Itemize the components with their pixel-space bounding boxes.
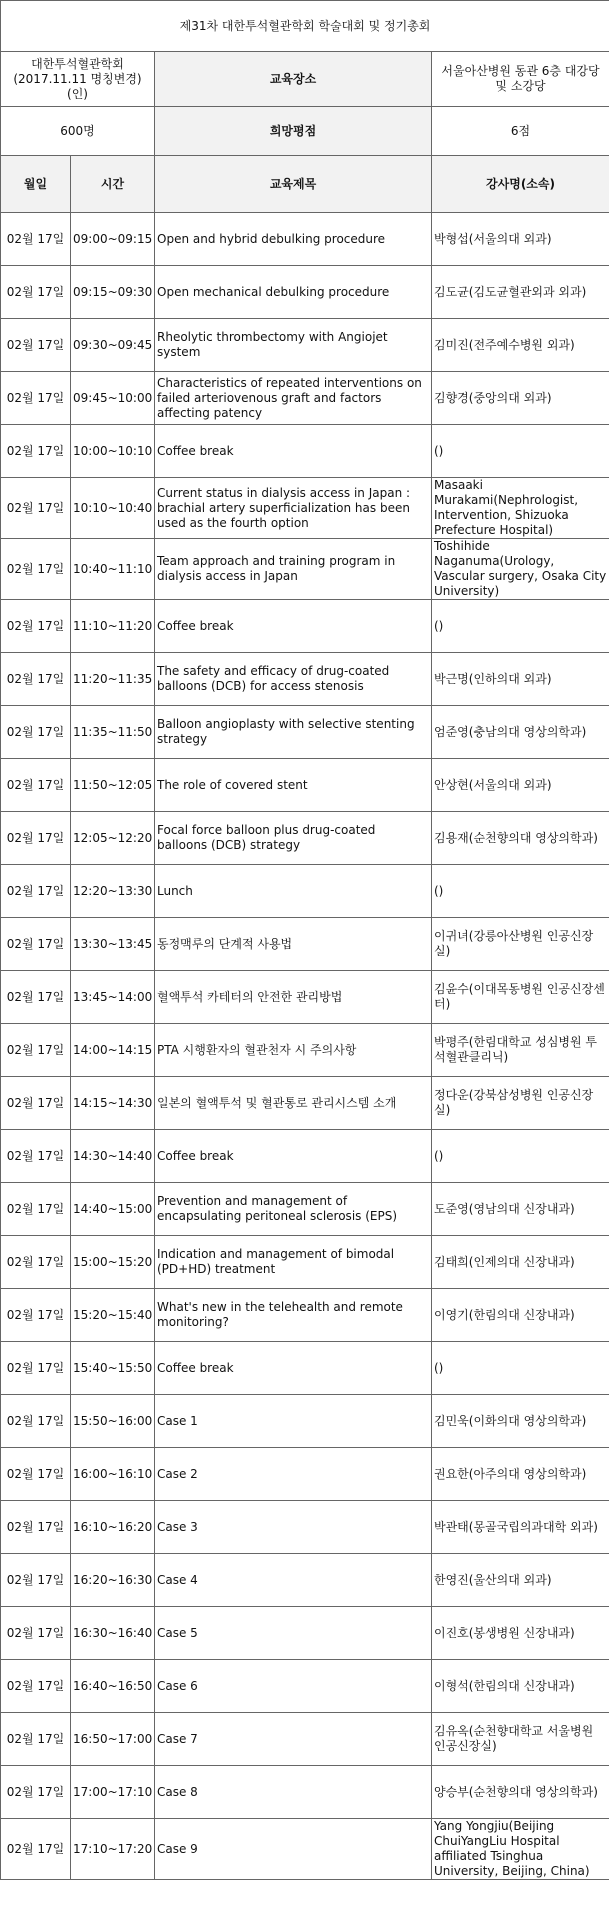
session-title: Rheolytic thrombectomy with Angiojet system — [155, 319, 432, 372]
info-row-2 — [1, 107, 609, 156]
session-time: 16:10~16:20 — [71, 1501, 155, 1554]
session-time: 09:45~10:00 — [71, 372, 155, 425]
session-time: 17:00~17:10 — [71, 1766, 155, 1819]
session-title: Case 6 — [155, 1660, 432, 1713]
session-speaker: 도준영(영남의대 신장내과) — [432, 1183, 609, 1236]
session-title: The safety and efficacy of drug-coated balloons (DCB) for access stenosis — [155, 653, 432, 706]
session-date: 02월 17일 — [1, 1607, 71, 1660]
organizer: 대한투석혈관학회 (2017.11.11 명칭변경)(인) — [1, 52, 155, 107]
session-time: 14:40~15:00 — [71, 1183, 155, 1236]
session-time: 15:40~15:50 — [71, 1342, 155, 1395]
table-row — [1, 1183, 609, 1236]
session-title: Open mechanical debulking procedure — [155, 266, 432, 319]
session-speaker: 정다운(강북삼성병원 인공신장실) — [432, 1077, 609, 1130]
info-row — [1, 52, 609, 107]
session-speaker: 이형석(한림의대 신장내과) — [432, 1660, 609, 1713]
session-time: 11:10~11:20 — [71, 600, 155, 653]
session-title: 동정맥루의 단계적 사용법 — [155, 918, 432, 971]
session-date: 02월 17일 — [1, 1554, 71, 1607]
session-title: Coffee break — [155, 1342, 432, 1395]
table-row — [1, 1448, 609, 1501]
table-row — [1, 478, 609, 539]
session-date: 02월 17일 — [1, 1024, 71, 1077]
session-speaker: 박근명(인하의대 외과) — [432, 653, 609, 706]
session-speaker: 이귀녀(강릉아산병원 인공신장실) — [432, 918, 609, 971]
session-time: 12:20~13:30 — [71, 865, 155, 918]
session-date: 02월 17일 — [1, 1077, 71, 1130]
session-date: 02월 17일 — [1, 1289, 71, 1342]
session-date: 02월 17일 — [1, 812, 71, 865]
session-speaker: 김태희(인제의대 신장내과) — [432, 1236, 609, 1289]
session-speaker: 김유옥(순천향대학교 서울병원 인공신장실) — [432, 1713, 609, 1766]
table-row — [1, 1713, 609, 1766]
venue: 서울아산병원 동관 6층 대강당 및 소강당 — [432, 52, 609, 107]
session-speaker: Toshihide Naganuma(Urology, Vascular surgery, Osaka City University) — [432, 539, 609, 600]
session-title: 혈액투석 카테터의 안전한 관리방법 — [155, 971, 432, 1024]
session-speaker: 김용재(순천향의대 영상의학과) — [432, 812, 609, 865]
session-speaker: 김도균(김도균혈관외과 외과) — [432, 266, 609, 319]
session-title: Team approach and training program in dialysis access in Japan — [155, 539, 432, 600]
session-date: 02월 17일 — [1, 971, 71, 1024]
session-time: 09:00~09:15 — [71, 213, 155, 266]
session-speaker: 안상현(서울의대 외과) — [432, 759, 609, 812]
session-time: 16:20~16:30 — [71, 1554, 155, 1607]
table-row — [1, 1024, 609, 1077]
table-row — [1, 1607, 609, 1660]
session-title: Coffee break — [155, 1130, 432, 1183]
table-row — [1, 539, 609, 600]
session-date: 02월 17일 — [1, 1501, 71, 1554]
session-time: 11:50~12:05 — [71, 759, 155, 812]
session-speaker: () — [432, 600, 609, 653]
session-date: 02월 17일 — [1, 1713, 71, 1766]
title-row — [1, 1, 609, 52]
session-title: Balloon angioplasty with selective stenting strategy — [155, 706, 432, 759]
session-time: 16:40~16:50 — [71, 1660, 155, 1713]
session-time: 15:20~15:40 — [71, 1289, 155, 1342]
session-speaker: 박평주(한림대학교 성심병원 투석혈관클리닉) — [432, 1024, 609, 1077]
session-speaker: 이진호(봉생병원 신장내과) — [432, 1607, 609, 1660]
table-row — [1, 213, 609, 266]
session-time: 15:00~15:20 — [71, 1236, 155, 1289]
session-time: 14:30~14:40 — [71, 1130, 155, 1183]
session-title: Open and hybrid debulking procedure — [155, 213, 432, 266]
session-title: Case 8 — [155, 1766, 432, 1819]
session-speaker: 이영기(한림의대 신장내과) — [432, 1289, 609, 1342]
session-time: 16:50~17:00 — [71, 1713, 155, 1766]
session-title: Case 4 — [155, 1554, 432, 1607]
session-title: 일본의 혈액투석 및 혈관통로 관리시스템 소개 — [155, 1077, 432, 1130]
session-time: 09:15~09:30 — [71, 266, 155, 319]
session-time: 10:40~11:10 — [71, 539, 155, 600]
capacity: 600명 — [1, 107, 155, 156]
session-title: PTA 시행환자의 혈관천자 시 주의사항 — [155, 1024, 432, 1077]
session-speaker: () — [432, 865, 609, 918]
table-row — [1, 1554, 609, 1607]
table-row — [1, 865, 609, 918]
session-title: Focal force balloon plus drug-coated balloons (DCB) strategy — [155, 812, 432, 865]
session-title: Coffee break — [155, 425, 432, 478]
session-speaker: 김윤수(이대목동병원 인공신장센터) — [432, 971, 609, 1024]
session-title: Case 1 — [155, 1395, 432, 1448]
session-date: 02월 17일 — [1, 1448, 71, 1501]
session-title: What's new in the telehealth and remote monitoring? — [155, 1289, 432, 1342]
points: 6점 — [432, 107, 609, 156]
session-date: 02월 17일 — [1, 1342, 71, 1395]
table-row — [1, 372, 609, 425]
table-row — [1, 425, 609, 478]
session-time: 14:00~14:15 — [71, 1024, 155, 1077]
session-speaker: Yang Yongjiu(Beijing ChuiYangLiu Hospital affiliated Tsinghua University, Beijing, China) — [432, 1819, 609, 1880]
session-speaker: () — [432, 1130, 609, 1183]
table-row — [1, 1766, 609, 1819]
session-title: Case 9 — [155, 1819, 432, 1880]
table-row — [1, 812, 609, 865]
session-time: 12:05~12:20 — [71, 812, 155, 865]
session-speaker: 김민욱(이화의대 영상의학과) — [432, 1395, 609, 1448]
session-time: 10:00~10:10 — [71, 425, 155, 478]
session-time: 13:45~14:00 — [71, 971, 155, 1024]
session-date: 02월 17일 — [1, 1819, 71, 1880]
session-title: Case 7 — [155, 1713, 432, 1766]
session-speaker: 김미진(전주예수병원 외과) — [432, 319, 609, 372]
session-date: 02월 17일 — [1, 319, 71, 372]
session-date: 02월 17일 — [1, 1660, 71, 1713]
session-time: 11:20~11:35 — [71, 653, 155, 706]
table-row — [1, 971, 609, 1024]
session-title: Case 2 — [155, 1448, 432, 1501]
session-time: 09:30~09:45 — [71, 319, 155, 372]
table-row — [1, 1130, 609, 1183]
session-time: 11:35~11:50 — [71, 706, 155, 759]
session-date: 02월 17일 — [1, 478, 71, 539]
session-title: The role of covered stent — [155, 759, 432, 812]
session-date: 02월 17일 — [1, 918, 71, 971]
session-title: Current status in dialysis access in Japan : brachial artery superficialization has been used as the fourth option — [155, 478, 432, 539]
session-date: 02월 17일 — [1, 600, 71, 653]
session-date: 02월 17일 — [1, 706, 71, 759]
session-speaker: 엄준영(충남의대 영상의학과) — [432, 706, 609, 759]
session-date: 02월 17일 — [1, 372, 71, 425]
session-speaker: 박관태(몽골국립의과대학 외과) — [432, 1501, 609, 1554]
session-time: 10:10~10:40 — [71, 478, 155, 539]
table-row — [1, 1819, 609, 1880]
session-date: 02월 17일 — [1, 425, 71, 478]
session-date: 02월 17일 — [1, 865, 71, 918]
session-date: 02월 17일 — [1, 539, 71, 600]
points-label: 희망평점 — [155, 107, 432, 156]
session-speaker: 한영진(울산의대 외과) — [432, 1554, 609, 1607]
session-speaker: 박형섭(서울의대 외과) — [432, 213, 609, 266]
session-time: 17:10~17:20 — [71, 1819, 155, 1880]
session-date: 02월 17일 — [1, 213, 71, 266]
session-title: Coffee break — [155, 600, 432, 653]
table-row — [1, 759, 609, 812]
session-title: Lunch — [155, 865, 432, 918]
column-date: 월일 — [1, 156, 71, 213]
session-date: 02월 17일 — [1, 653, 71, 706]
schedule-body — [1, 1, 609, 1880]
table-row — [1, 653, 609, 706]
session-title: Prevention and management of encapsulating peritoneal sclerosis (EPS) — [155, 1183, 432, 1236]
table-row — [1, 1077, 609, 1130]
table-row — [1, 600, 609, 653]
session-speaker: Masaaki Murakami(Nephrologist, Intervention, Shizuoka Prefecture Hospital) — [432, 478, 609, 539]
table-row — [1, 1501, 609, 1554]
session-date: 02월 17일 — [1, 1395, 71, 1448]
session-title: Characteristics of repeated interventions on failed arteriovenous graft and factors affecting patency — [155, 372, 432, 425]
session-title: Indication and management of bimodal (PD+HD) treatment — [155, 1236, 432, 1289]
table-row — [1, 1342, 609, 1395]
session-time: 15:50~16:00 — [71, 1395, 155, 1448]
table-row — [1, 1660, 609, 1713]
session-speaker: () — [432, 1342, 609, 1395]
session-time: 13:30~13:45 — [71, 918, 155, 971]
table-row — [1, 1395, 609, 1448]
document-title: 제31차 대한투석혈관학회 학술대회 및 정기총회 — [1, 1, 609, 52]
session-title: Case 5 — [155, 1607, 432, 1660]
table-row — [1, 1236, 609, 1289]
table-row — [1, 266, 609, 319]
column-time: 시간 — [71, 156, 155, 213]
session-speaker: 양승부(순천향의대 영상의학과) — [432, 1766, 609, 1819]
session-time: 16:00~16:10 — [71, 1448, 155, 1501]
session-speaker: 김향경(중앙의대 외과) — [432, 372, 609, 425]
session-date: 02월 17일 — [1, 1766, 71, 1819]
table-row — [1, 706, 609, 759]
session-date: 02월 17일 — [1, 1130, 71, 1183]
table-row — [1, 1289, 609, 1342]
session-date: 02월 17일 — [1, 1236, 71, 1289]
column-header-row — [1, 156, 609, 213]
session-date: 02월 17일 — [1, 266, 71, 319]
session-date: 02월 17일 — [1, 1183, 71, 1236]
table-row — [1, 918, 609, 971]
venue-label: 교육장소 — [155, 52, 432, 107]
session-time: 16:30~16:40 — [71, 1607, 155, 1660]
table-row — [1, 319, 609, 372]
column-speaker: 강사명(소속) — [432, 156, 609, 213]
session-title: Case 3 — [155, 1501, 432, 1554]
column-title: 교육제목 — [155, 156, 432, 213]
session-speaker: 권요한(아주의대 영상의학과) — [432, 1448, 609, 1501]
session-date: 02월 17일 — [1, 759, 71, 812]
session-time: 14:15~14:30 — [71, 1077, 155, 1130]
session-speaker: () — [432, 425, 609, 478]
